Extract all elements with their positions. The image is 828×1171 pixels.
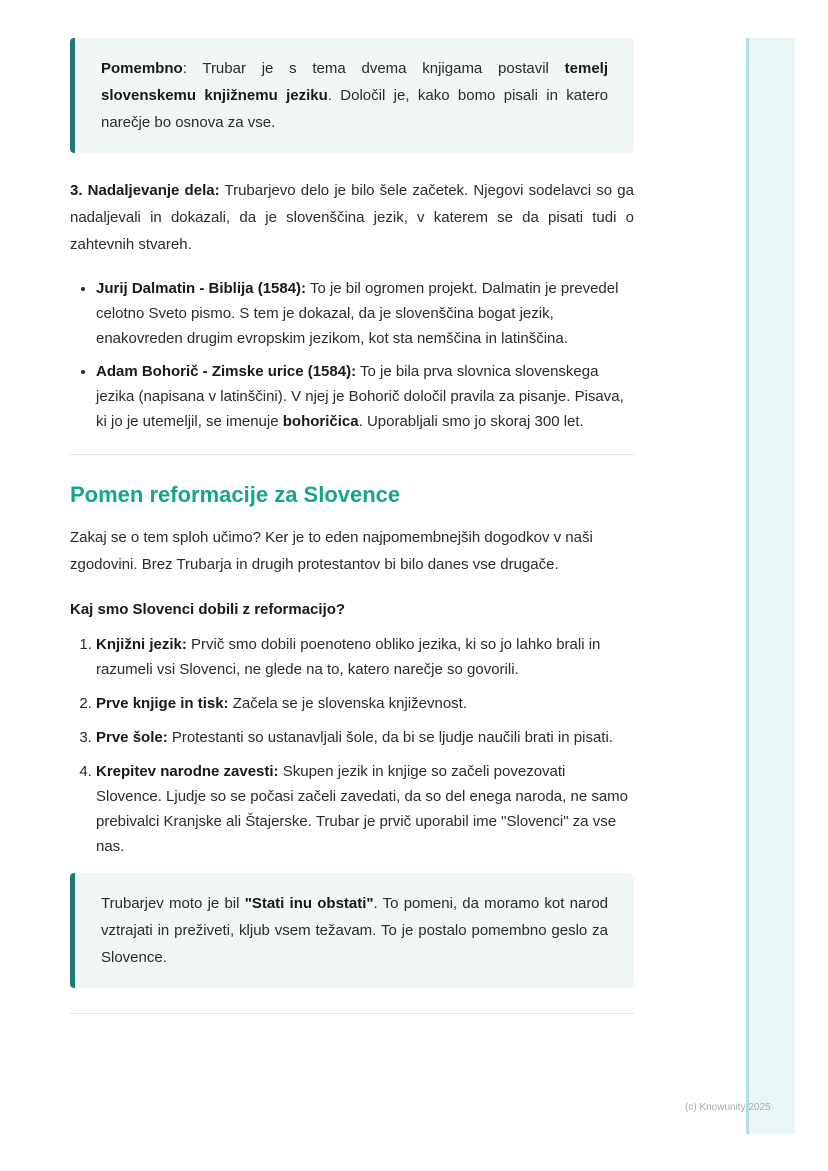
- section-3-heading: 3. Nadaljevanje dela:: [70, 182, 220, 199]
- callout-important: Pomembno: Trubar je s tema dvema knjigama postavil temelj slovenskemu knjižnemu jeziku. Določil je, kako bomo pisali in katero narečje bo osnova za vse.: [70, 38, 634, 153]
- list-item: • Adam Bohorič - Zimske urice (1584): To je bila prva slovnica slovenskega jezika (napisana v latinščini). V njej je Bohorič določil pravila za pisanje. Pisava, ki jo je utemeljil, se imenuje bohoričica. Uporabljali smo jo skoraj 300 let.: [96, 359, 634, 434]
- list-item: • Jurij Dalmatin - Biblija (1584): To je bil ogromen projekt. Dalmatin je prevedel celotno Sveto pismo. S tem je dokazal, da je slovenščina bogat jezik, enakovreden drugim evropskim jezikom, kot sta nemščina in latinščina.: [96, 276, 634, 351]
- list-item: 4. Krepitev narodne zavesti: Skupen jezik in knjige so začeli povezovati Slovence. Ljudje so se počasi začeli zavedati, da so del enega naroda, ne samo prebivalci Kranjske ali Štajerske. Trubar je prvič uporabil ime "Slovenci" za vse nas.: [96, 759, 634, 859]
- works-list: [70, 276, 634, 434]
- list-item: 3. Prve šole: Protestanti so ustanavljali šole, da bi se ljudje naučili brati in pisati.: [96, 725, 634, 750]
- section-3-paragraph: 3. Nadaljevanje dela: Trubarjevo delo je bilo šele začetek. Njegovi sodelavci so ga nadaljevali in dokazali, da je slovenščina jezik, v katerem se da pisati tudi o zahtevnih stvareh.: [70, 182, 634, 253]
- callout-motto: Trubarjev moto je bil "Stati inu obstati". To pomeni, da moramo kot narod vztrajati in preživeti, kljub vsem težavam. To je postalo pomembno geslo za Slovence.: [70, 873, 634, 988]
- subheading: Kaj smo Slovenci dobili z reformacijo?: [70, 601, 346, 618]
- callout-label: Pomembno: [101, 60, 183, 77]
- list-item: 1. Knjižni jezik: Prvič smo dobili poenoteno obliko jezika, ki so jo lahko brali in razumeli vsi Slovenci, ne glede na to, katero narečje so govorili.: [96, 632, 634, 682]
- intro-paragraph: Zakaj se o tem sploh učimo? Ker je to eden najpomembnejših dogodkov v naši zgodovini. Brez Trubarja in drugih protestantov bi bilo danes vse drugače.: [70, 529, 593, 573]
- divider: [70, 1013, 634, 1014]
- section-heading: Pomen reformacije za Slovence: [70, 482, 401, 507]
- page-content: [70, 38, 634, 1014]
- footer-copyright: (c) Knowunity 2025: [685, 1102, 771, 1113]
- side-strip: [746, 38, 795, 1134]
- benefits-list: [70, 632, 634, 859]
- list-item: 2. Prve knjige in tisk: Začela se je slovenska književnost.: [96, 691, 634, 716]
- divider: [70, 454, 634, 455]
